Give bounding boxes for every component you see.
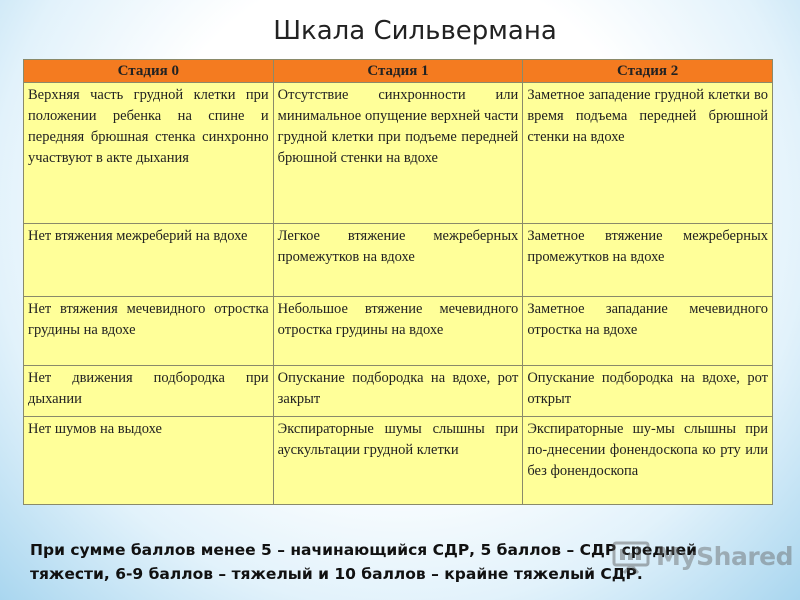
scoring-note-line-1: При сумме баллов менее 5 – начинающийся СДР, 5 баллов – СДР средней [30,541,697,559]
table-cell: Легкое втяжение межреберных промежутков на вдохе [273,224,523,297]
table-cell: Небольшое втяжение мечевидного отростка грудины на вдохе [273,297,523,366]
table-cell: Заметное втяжение межреберных промежутков на вдохе [523,224,773,297]
table-cell: Нет втяжения межреберий на вдохе [24,224,274,297]
header-stage-2: Стадия 2 [523,60,773,83]
slide-title: Шкала Сильвермана [273,16,557,46]
table-cell: Нет движения подбородка при дыхании [24,366,274,417]
header-stage-0: Стадия 0 [24,60,274,83]
table-cell: Заметное западение грудной клетки во время подъема передней брюшной стенки на вдохе [523,83,773,224]
header-stage-1: Стадия 1 [273,60,523,83]
watermark-text: MyShared [656,542,794,571]
scoring-note-line-2: тяжести, 6-9 баллов – тяжелый и 10 баллов – крайне тяжелый СДР. [30,565,643,583]
table-cell: Отсутствие синхронности или минимальное опущение верхней части грудной клетки при подъеме передней брюшной стенки на вдохе [273,83,523,224]
table-row [24,417,773,505]
table-cell: Заметное западание мечевидного отростка на вдохе [523,297,773,366]
silverman-scale-table [23,59,773,505]
table-cell: Опускание подбородка на вдохе, рот открыт [523,366,773,417]
table-cell: Нет шумов на выдохе [24,417,274,505]
table-row [24,297,773,366]
table-cell: Верхняя часть грудной клетки при положении ребенка на спине и передняя брюшная стенка синхронно участвуют в акте дыхания [24,83,274,224]
table-cell: Экспираторные шу-мы слышны при по-днесении фонендоскопа ко рту или без фонендоскопа [523,417,773,505]
table-header-row [24,60,773,83]
table-row [24,83,773,224]
table-row [24,224,773,297]
table-cell: Нет втяжения мечевидного отростка грудины на вдохе [24,297,274,366]
scoring-note [30,538,770,586]
table-cell: Опускание подбородка на вдохе, рот закрыт [273,366,523,417]
table-cell: Экспираторные шумы слышны при аускультации грудной клетки [273,417,523,505]
table-row [24,366,773,417]
